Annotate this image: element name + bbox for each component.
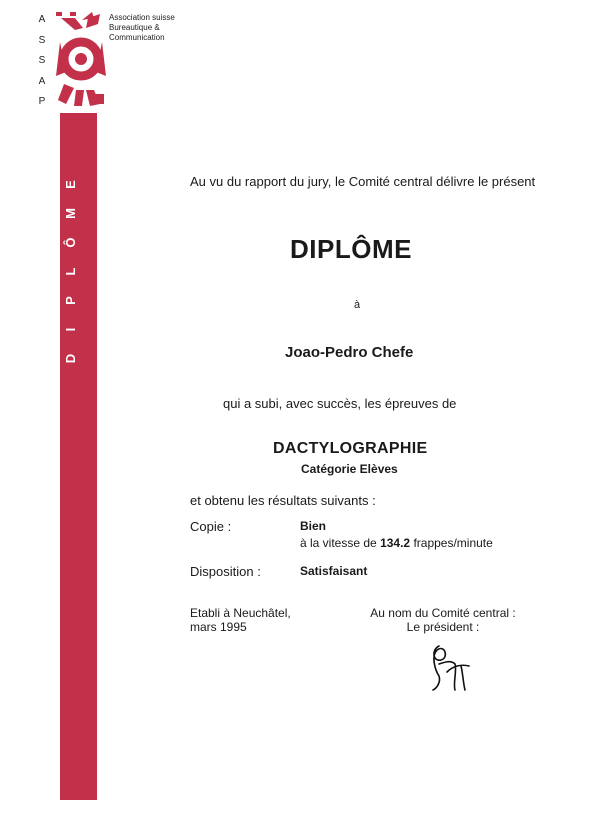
- president-line: Le président :: [406, 620, 480, 634]
- place-date: [190, 606, 291, 634]
- document-title: DIPLÔME: [290, 234, 412, 264]
- to-text: à: [354, 299, 361, 311]
- acronym-letter: S: [38, 34, 46, 46]
- band-letter: M: [63, 208, 78, 219]
- speed-unit: frappes/minute: [413, 536, 493, 550]
- results-intro: et obtenu les résultats suivants :: [190, 493, 376, 508]
- band-letter: E: [63, 180, 78, 189]
- band-letter: I: [63, 327, 78, 332]
- association-line: Association suisse: [109, 13, 175, 22]
- speed-line: [300, 536, 493, 550]
- speed-value: 134.2: [380, 536, 411, 550]
- acronym-letter: A: [38, 75, 46, 87]
- acronym-letter: P: [38, 96, 46, 107]
- acronym-letter: S: [38, 55, 46, 66]
- band-letter: L: [63, 267, 78, 276]
- copy-value: Bien: [300, 519, 327, 533]
- handwritten-signature-icon: [425, 640, 477, 692]
- layout-value: Satisfaisant: [300, 564, 368, 578]
- subject-title: DACTYLOGRAPHIE: [273, 440, 428, 457]
- speed-prefix: à la vitesse de: [300, 536, 377, 550]
- category-text: Catégorie Elèves: [301, 462, 398, 476]
- band-letter: Ô: [63, 237, 78, 248]
- copy-label: Copie :: [190, 519, 232, 534]
- acronym-letter: A: [38, 14, 46, 25]
- acronym-assap: [36, 14, 48, 117]
- association-name: [109, 13, 175, 43]
- recipient-name: Joao-Pedro Chefe: [285, 344, 414, 361]
- passed-text: qui a subi, avec succès, les épreuves de: [223, 396, 457, 411]
- association-line: Bureautique &: [109, 23, 160, 32]
- committee-signature-block: [362, 606, 524, 634]
- association-line: Communication: [109, 33, 165, 42]
- band-letter: P: [63, 296, 78, 305]
- place-line: Etabli à Neuchâtel,: [190, 606, 291, 620]
- committee-line: Au nom du Comité central :: [370, 606, 516, 620]
- band-vertical-text: [60, 170, 97, 373]
- date-line: mars 1995: [190, 620, 247, 634]
- band-letter: D: [63, 353, 78, 364]
- intro-text: Au vu du rapport du jury, le Comité central délivre le présent: [190, 174, 536, 189]
- layout-label: Disposition :: [190, 564, 261, 579]
- eye-logo-icon: [56, 12, 106, 106]
